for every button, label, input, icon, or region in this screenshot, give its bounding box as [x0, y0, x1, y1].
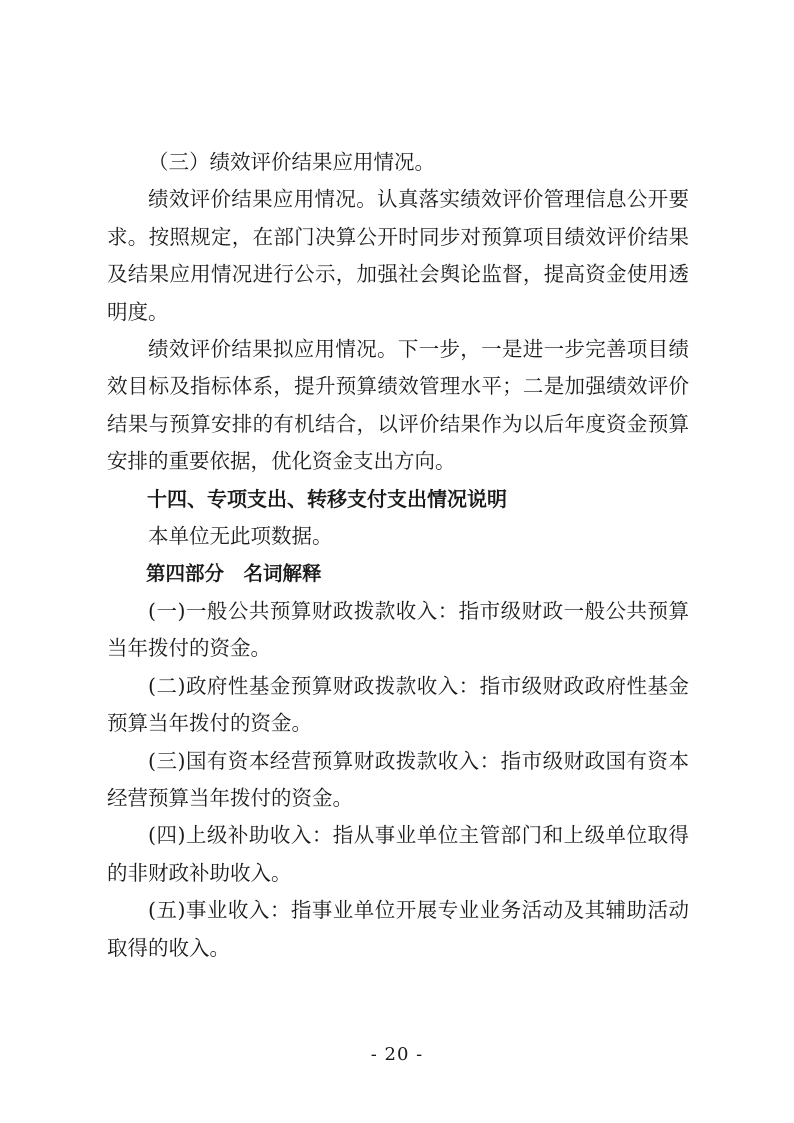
paragraph-performance-planned-application: 绩效评价结果拟应用情况。下一步，一是进一步完善项目绩效目标及指标体系，提升预算绩效管理水平；二是加强绩效评价结果与预算安排的有机结合，以评价结果作为以后年度资金预算安排的重要依据，优化资金支出方向。 — [107, 337, 689, 474]
definition-item: (五)事业收入：指事业单位开展专业业务活动及其辅助活动取得的收入。 — [107, 898, 689, 960]
section-14-heading: 十四、专项支出、转移支付支出情况说明 — [147, 486, 507, 511]
definition-item: (四)上级补助收入：指从事业单位主管部门和上级单位取得的非财政补助收入。 — [107, 823, 689, 885]
definition-item: (一)一般公共预算财政拨款收入：指市级财政一般公共预算当年拨付的资金。 — [107, 598, 689, 661]
part-4-heading: 第四部分 名词解释 — [146, 562, 322, 586]
document-body — [107, 144, 689, 967]
definition-item: (二)政府性基金预算财政拨款收入：指市级财政政府性基金预算当年拨付的资金。 — [107, 673, 689, 736]
definition-item: (三)国有资本经营预算财政拨款收入：指市级财政国有资本经营预算当年拨付的资金。 — [107, 748, 689, 810]
sub-heading-performance-application: （三）绩效评价结果应用情况。 — [148, 150, 435, 174]
page-number: - 20 - — [370, 1044, 424, 1065]
section-14-body: 本单位无此项数据。 — [148, 524, 333, 549]
paragraph-performance-application: 绩效评价结果应用情况。认真落实绩效评价管理信息公开要求。按照规定，在部门决算公开时同步对预算项目绩效评价结果及结果应用情况进行公示，加强社会舆论监督，提高资金使用透明度。 — [107, 187, 689, 324]
